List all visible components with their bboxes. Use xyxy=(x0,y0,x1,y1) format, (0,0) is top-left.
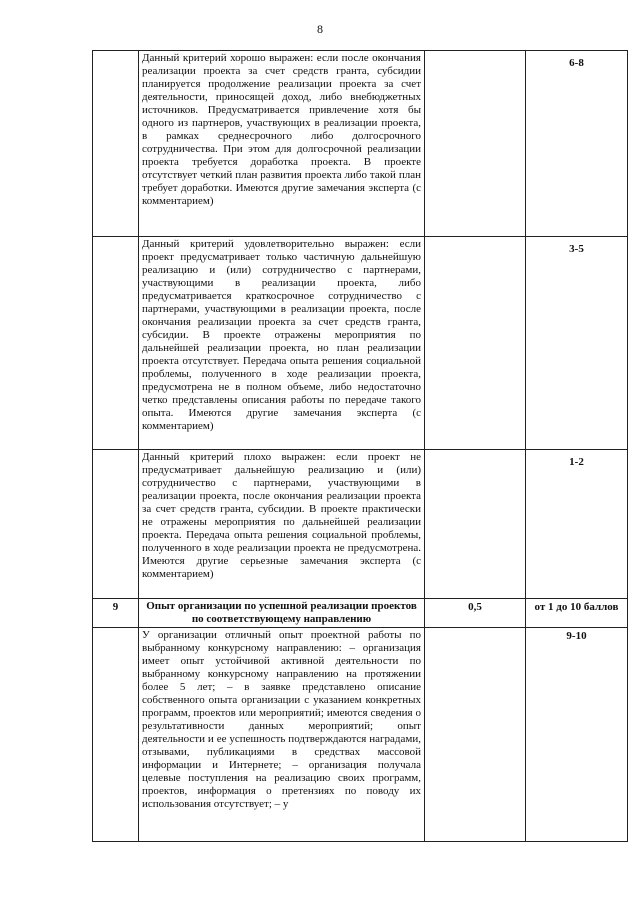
score-cell xyxy=(526,237,628,450)
weight-cell xyxy=(425,450,526,599)
criterion-weight: 0,5 xyxy=(468,601,482,613)
weight-cell xyxy=(425,599,526,628)
criterion-description: Данный критерий удовлетворительно выражен: если проект предусматривает только частичную дальнейшую реализацию и (или) сотрудничество с партнерами, участвующими в реализации проекта, либо предусматривается краткосрочное сотрудничество с партнерами, участвующими в реализации проекта, после окончания реализации проекта за счет средств гранта, субсидии. В проекте отражены мероприятия по дальнейшей реализации проекта, но план реализации проекта отсутствует. Передача опыта решения социальной проблемы, полученного в ходе реализации проекта, предусмотрена не в полном объеме, либо недостаточно четко представлены описания работы по передаче такого опыта. Имеются другие замечания эксперта (с комментарием) xyxy=(142,238,421,432)
score-range: 3-5 xyxy=(569,243,584,255)
table-row xyxy=(93,237,628,450)
description-cell xyxy=(139,51,425,237)
criterion-score-range: от 1 до 10 баллов xyxy=(534,601,619,613)
criterion-description: У организации отличный опыт проектной работы по выбранному конкурсному направлению: – организация имеет опыт устойчивой активной деятельности по выбранному конкурсному направлению на протяжении более 5 лет; – в заявке представлено описание собственного опыта организации с указанием конкретных программ, проектов или мероприятий; имеются сведения о результативности данных мероприятий; опыт деятельности и ее успешность подтверждаются наградами, отзывами, публикациями в средствах массовой информации и Интернете; – организация получала целевые поступления на реализацию своих программ, проектов, информация о претензиях по поводу их использования отсутствует; – у xyxy=(142,629,421,810)
number-cell xyxy=(93,599,139,628)
number-cell xyxy=(93,51,139,237)
number-cell xyxy=(93,628,139,842)
criteria-table xyxy=(92,50,628,842)
weight-cell xyxy=(425,51,526,237)
criterion-number: 9 xyxy=(112,601,119,613)
score-range: 9-10 xyxy=(566,630,587,642)
table-row xyxy=(93,628,628,842)
number-cell xyxy=(93,237,139,450)
number-cell xyxy=(93,450,139,599)
score-range: 6-8 xyxy=(569,57,584,69)
criterion-description: Данный критерий плохо выражен: если проект не предусматривает дальнейшую реализацию и (или) сотрудничество с партнерами, участвующими в реализации проекта, после окончания реализации проекта за счет средств гранта, субсидии. В проекте практически не отражены мероприятия по дальнейшей реализации проекта. Передача опыта решения социальной проблемы, полученного в ходе реализации проекта не предусмотрена. Имеются другие серьезные замечания эксперта (с комментарием) xyxy=(142,451,421,580)
description-cell xyxy=(139,628,425,842)
criterion-header-row xyxy=(93,599,628,628)
criterion-name-cell xyxy=(139,599,425,628)
criterion-description: Данный критерий хорошо выражен: если после окончания реализации проекта за счет средств гранта, субсидии планируется продолжение реализации проекта за счет деятельности, приносящей доход, либо внебюджетных источников. Предусматривается привлечение хотя бы одного из партнеров, участвующих в реализации проекта, в рамках среднесрочного либо долгосрочного сотрудничества. При этом для долгосрочной реализации проекта требуется доработка проекта. В проекте отсутствует четкий план развития проекта либо такой план требует доработки. Имеются другие замечания эксперта (с комментарием) xyxy=(142,52,421,207)
score-cell xyxy=(526,51,628,237)
score-cell xyxy=(526,599,628,628)
description-cell xyxy=(139,237,425,450)
score-cell xyxy=(526,628,628,842)
weight-cell xyxy=(425,237,526,450)
table-row xyxy=(93,51,628,237)
criterion-name: Опыт организации по успешной реализации проектов по соответствующему направлению xyxy=(146,600,417,625)
description-cell xyxy=(139,450,425,599)
page-number: 8 xyxy=(317,22,323,36)
score-range: 1-2 xyxy=(569,456,584,468)
table-row xyxy=(93,450,628,599)
score-cell xyxy=(526,450,628,599)
weight-cell xyxy=(425,628,526,842)
